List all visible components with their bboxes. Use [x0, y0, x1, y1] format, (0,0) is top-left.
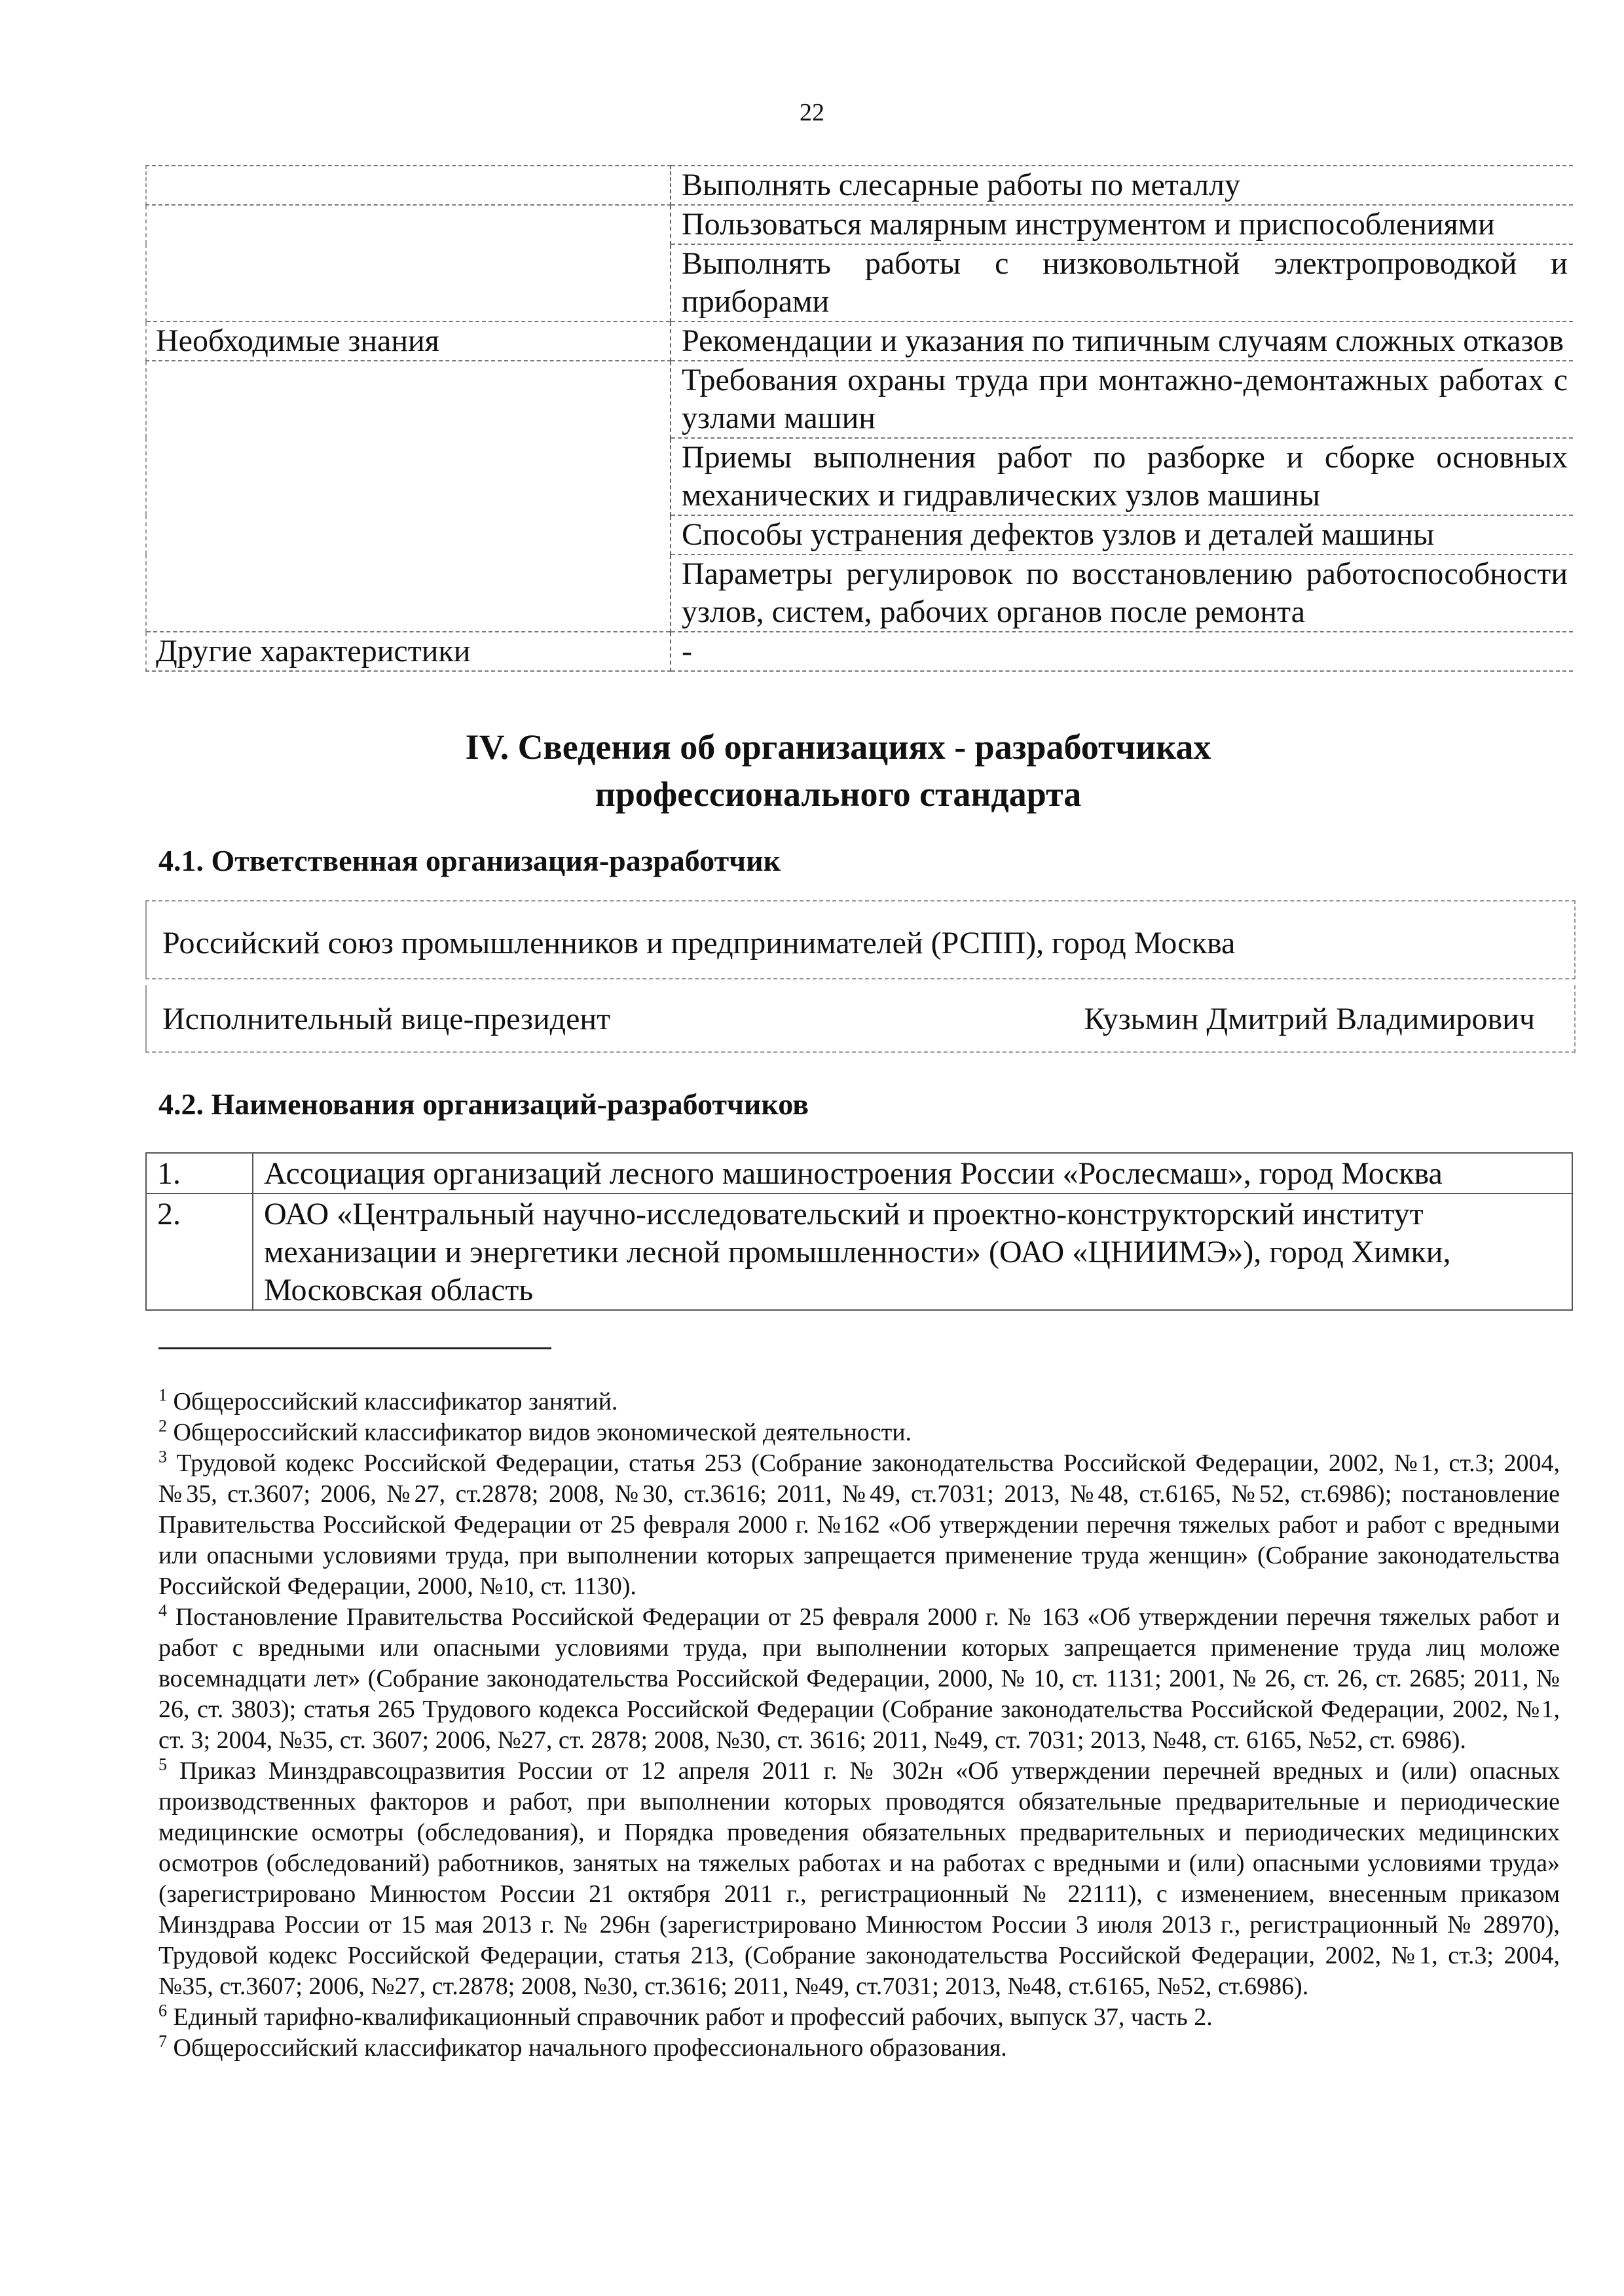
footnote-mark: 3 [158, 1447, 167, 1467]
footnote [158, 1756, 1560, 2002]
responsible-org: Российский союз промышленников и предпринимателей (РСПП), город Москва [162, 926, 1236, 960]
knowledge-cell: Способы устранения дефектов узлов и деталей машины [671, 515, 1573, 555]
footnote-text: Трудовой кодекс Российской Федерации, статья 253 (Собрание законодательства Российской Федерации, 2002, №1, ст.3; 2004, №35, ст.3607; 2006, №27, ст.2878; 2008, №30, ст.3616; 2011, №49, ст.7031; 2013, №48, ст.6165, №52, ст.6986); постановление Правительства Российской Федерации от 25 февраля 2000 г. №162 «Об утверждении перечня тяжелых работ и работ с вредными или опасными условиями труда, при выполнении которых запрещается применение труда женщин» (Собрание законодательства Российской Федерации, 2000, №10, ст. 1130). [158, 1449, 1560, 1600]
label-cell [146, 438, 671, 515]
footnotes [158, 1387, 1560, 2064]
footnote-text: Приказ Минздравсоцразвития России от 12 апреля 2011 г. № 302н «Об утверждении перечней вредных и (или) опасных производственных факторов и работ, при выполнении которых проводятся обязательные предварительные и периодические медицинские осмотры (обследования), и Порядка проведения обязательных предварительных и периодических медицинских осмотров (обследований) работников, занятых на тяжелых работах и на работах с вредными и (или) опасными условиями труда» (зарегистрировано Минюстом России 21 октября 2011 г., регистрационный № 22111), с изменением, внесенным приказом Минздрава России от 15 мая 2013 г. № 296н (зарегистрировано Минюстом России 3 июля 2013 г., регистрационный № 28970), Трудовой кодекс Российской Федерации, статья 213, (Собрание законодательства Российской Федерации, 2002, №1, ст.3; 2004, №35, ст.3607; 2006, №27, ст.2878; 2008, №30, ст.3616; 2011, №49, ст.7031; 2013, №48, ст.6165, №52, ст.6986). [158, 1757, 1560, 2000]
row-number: 1. [146, 1153, 253, 1194]
label-cell [146, 205, 671, 244]
footnote-mark: 2 [158, 1416, 167, 1436]
table-row [146, 321, 1573, 361]
table-row [146, 205, 1573, 244]
table-row [146, 1194, 1572, 1310]
section-title [0, 723, 1624, 818]
table-row [146, 438, 1573, 515]
signature-row [147, 985, 1574, 1051]
other-value: - [671, 632, 1573, 671]
footnote-text: Общероссийский классификатор занятий. [173, 1388, 618, 1415]
table-row [146, 632, 1573, 671]
knowledge-cell: Параметры регулировок по восстановлению работоспособности узлов, систем, рабочих органов после ремонта [671, 555, 1573, 632]
requirements-table [145, 165, 1573, 672]
person-name: Кузьмин Дмитрий Владимирович [1084, 1002, 1535, 1036]
footnote [158, 1602, 1560, 1756]
section-title-line: IV. Сведения об организациях - разработчиках [465, 727, 1211, 767]
footnote-mark: 1 [158, 1385, 167, 1405]
label-cell [146, 555, 671, 632]
knowledge-cell: Приемы выполнения работ по разборке и сборке основных механических и гидравлических узлов машины [671, 438, 1573, 515]
footnote [158, 1387, 1560, 1417]
footnote-mark: 5 [158, 1755, 167, 1774]
knowledge-cell: Рекомендации и указания по типичным случаям сложных отказов [671, 321, 1573, 361]
skill-cell: Выполнять работы с низковольтной электропроводкой и приборами [671, 244, 1573, 321]
table-row [146, 361, 1573, 438]
position-title: Исполнительный вице-президент [162, 1002, 611, 1036]
knowledge-label: Необходимые знания [146, 321, 671, 361]
footnote [158, 2002, 1560, 2033]
page-number: 22 [800, 99, 824, 126]
org-name: ОАО «Центральный научно-исследовательский и проектно-конструкторский институт механизации и энергетики лесной промышленности» (ОАО «ЦНИИМЭ»), город Химки, Московская область [253, 1194, 1572, 1310]
footnote-mark: 4 [158, 1601, 167, 1620]
table-row [146, 555, 1573, 632]
other-label: Другие характеристики [146, 632, 671, 671]
footnote [158, 2033, 1560, 2064]
label-cell [146, 166, 671, 205]
section-title-line: профессионального стандарта [595, 774, 1082, 814]
row-number: 2. [146, 1194, 253, 1310]
label-cell [146, 361, 671, 438]
label-cell [146, 515, 671, 555]
table-row [146, 1153, 1572, 1194]
developers-table [145, 1152, 1573, 1311]
footnote-text: Общероссийский классификатор видов экономической деятельности. [173, 1419, 912, 1446]
skill-cell: Пользоваться малярным инструментом и приспособлениями [671, 205, 1573, 244]
knowledge-cell: Требования охраны труда при монтажно-демонтажных работах с узлами машин [671, 361, 1573, 438]
org-name: Ассоциация организаций лесного машиностроения России «Рослесмаш», город Москва [253, 1153, 1572, 1194]
table-row [146, 515, 1573, 555]
footnote-mark: 7 [158, 2032, 167, 2051]
table-row [146, 166, 1573, 205]
responsible-org-box [145, 900, 1576, 979]
label-cell [146, 244, 671, 321]
footnote-mark: 6 [158, 2001, 167, 2020]
table-row [146, 244, 1573, 321]
signature-box [145, 985, 1576, 1053]
footnote-text: Постановление Правительства Российской Федерации от 25 февраля 2000 г. № 163 «Об утверждении перечня тяжелых работ и работ с вредными или опасными условиями труда, при выполнении которых запрещается применение труда лиц моложе восемнадцати лет» (Собрание законодательства Российской Федерации, 2000, № 10, ст. 1131; 2001, № 26, ст. 26, ст. 2685; 2011, № 26, ст. 3803); статья 265 Трудового кодекса Российской Федерации (Собрание законодательства Российской Федерации, 2002, №1, ст. 3; 2004, №35, ст. 3607; 2006, №27, ст. 2878; 2008, №30, ст. 3616; 2011, №49, ст. 7031; 2013, №48, ст. 6165, №52, ст. 6986). [158, 1603, 1560, 1754]
footnote [158, 1448, 1560, 1602]
subsection-title: 4.2. Наименования организаций-разработчиков [158, 1087, 809, 1121]
footnote-separator [158, 1347, 551, 1349]
footnote-text: Единый тарифно-квалификационный справочник работ и профессий рабочих, выпуск 37, часть 2. [173, 2003, 1213, 2031]
subsection-title: 4.1. Ответственная организация-разработчик [158, 844, 781, 877]
footnote [158, 1417, 1560, 1448]
skill-cell: Выполнять слесарные работы по металлу [671, 166, 1573, 205]
footnote-text: Общероссийский классификатор начального профессионального образования. [173, 2034, 1007, 2062]
